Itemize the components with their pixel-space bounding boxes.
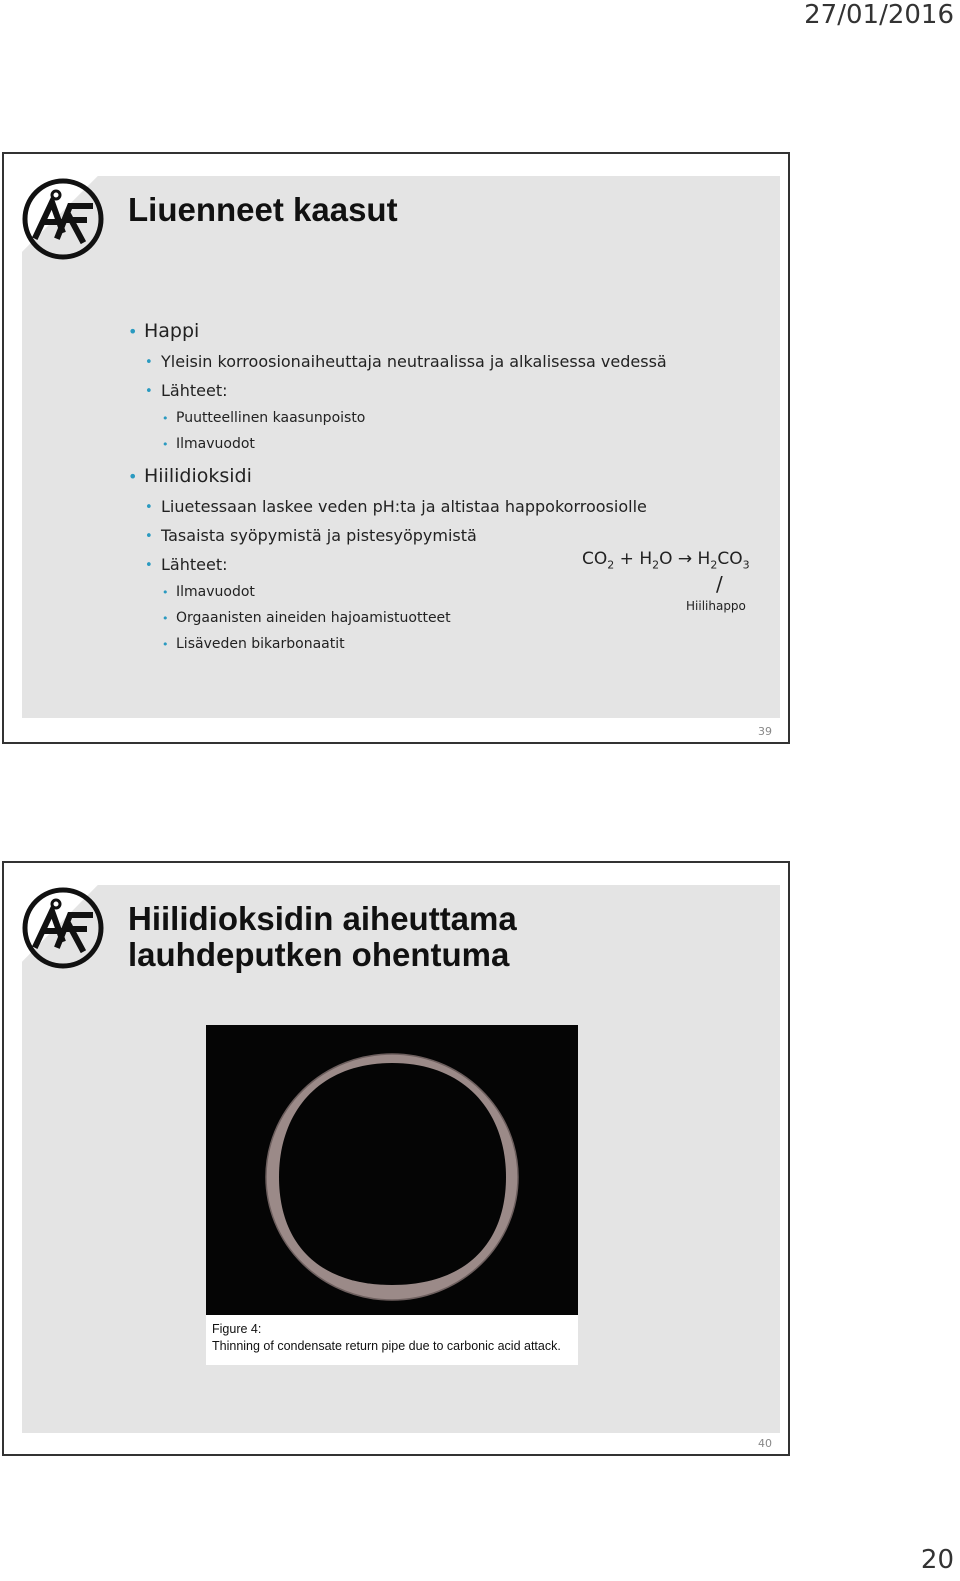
equation-part: CO	[582, 549, 608, 569]
equation-subscript: 2	[710, 558, 718, 572]
list-item: • Lähteet:	[145, 383, 667, 399]
equation-subscript: 2	[607, 558, 615, 572]
arrow-icon: →	[677, 549, 693, 569]
list-item: • Puutteellinen kaasunpoisto	[162, 411, 667, 425]
chemical-equation	[582, 549, 750, 571]
equation-part: H	[692, 549, 711, 569]
equation-pointer: /	[716, 572, 723, 596]
slide-39	[2, 152, 790, 744]
bullet-list	[128, 312, 667, 651]
list-item: • Ilmavuodot	[162, 585, 667, 599]
list-item: • Happi	[128, 322, 667, 341]
slide-40	[2, 861, 790, 1456]
slide-title: Liuenneet kaasut	[128, 191, 398, 228]
slide-number: 40	[758, 1437, 772, 1450]
pipe-image	[206, 1025, 578, 1315]
equation-part: CO	[717, 549, 743, 569]
equation-subscript: 3	[742, 558, 750, 572]
list-item: • Liuetessaan laskee veden pH:ta ja altistaa happokorroosiolle	[145, 499, 667, 515]
slide-number: 39	[758, 725, 772, 738]
list-item: • Yleisin korroosionaiheuttaja neutraalissa ja alkalisessa vedessä	[145, 354, 667, 370]
pipe-cross-section-photo	[206, 1025, 578, 1365]
list-item: • Hiilidioksidi	[128, 467, 667, 486]
list-item: • Tasaista syöpymistä ja pistesyöpymistä	[145, 528, 667, 544]
caption-line: Figure 4:	[212, 1322, 262, 1336]
page-number: 20	[920, 1545, 954, 1575]
list-item: • Orgaanisten aineiden hajoamistuotteet	[162, 611, 667, 625]
af-logo-icon	[22, 178, 104, 260]
figure-caption	[212, 1321, 561, 1355]
equation-subscript: 2	[652, 558, 660, 572]
list-item: • Ilmavuodot	[162, 437, 667, 451]
list-item: • Lisäveden bikarbonaatit	[162, 637, 667, 651]
slide-title: Hiilidioksidin aiheuttama lauhdeputken ohentuma	[128, 900, 517, 973]
caption-line: Thinning of condensate return pipe due to carbonic acid attack.	[212, 1339, 561, 1353]
equation-part: O	[659, 549, 678, 569]
page-date: 27/01/2016	[804, 0, 954, 30]
equation-label: Hiilihappo	[686, 599, 746, 613]
af-logo-icon	[22, 887, 104, 969]
list-item: • Lähteet:	[145, 557, 667, 573]
equation-part: + H	[614, 549, 653, 569]
